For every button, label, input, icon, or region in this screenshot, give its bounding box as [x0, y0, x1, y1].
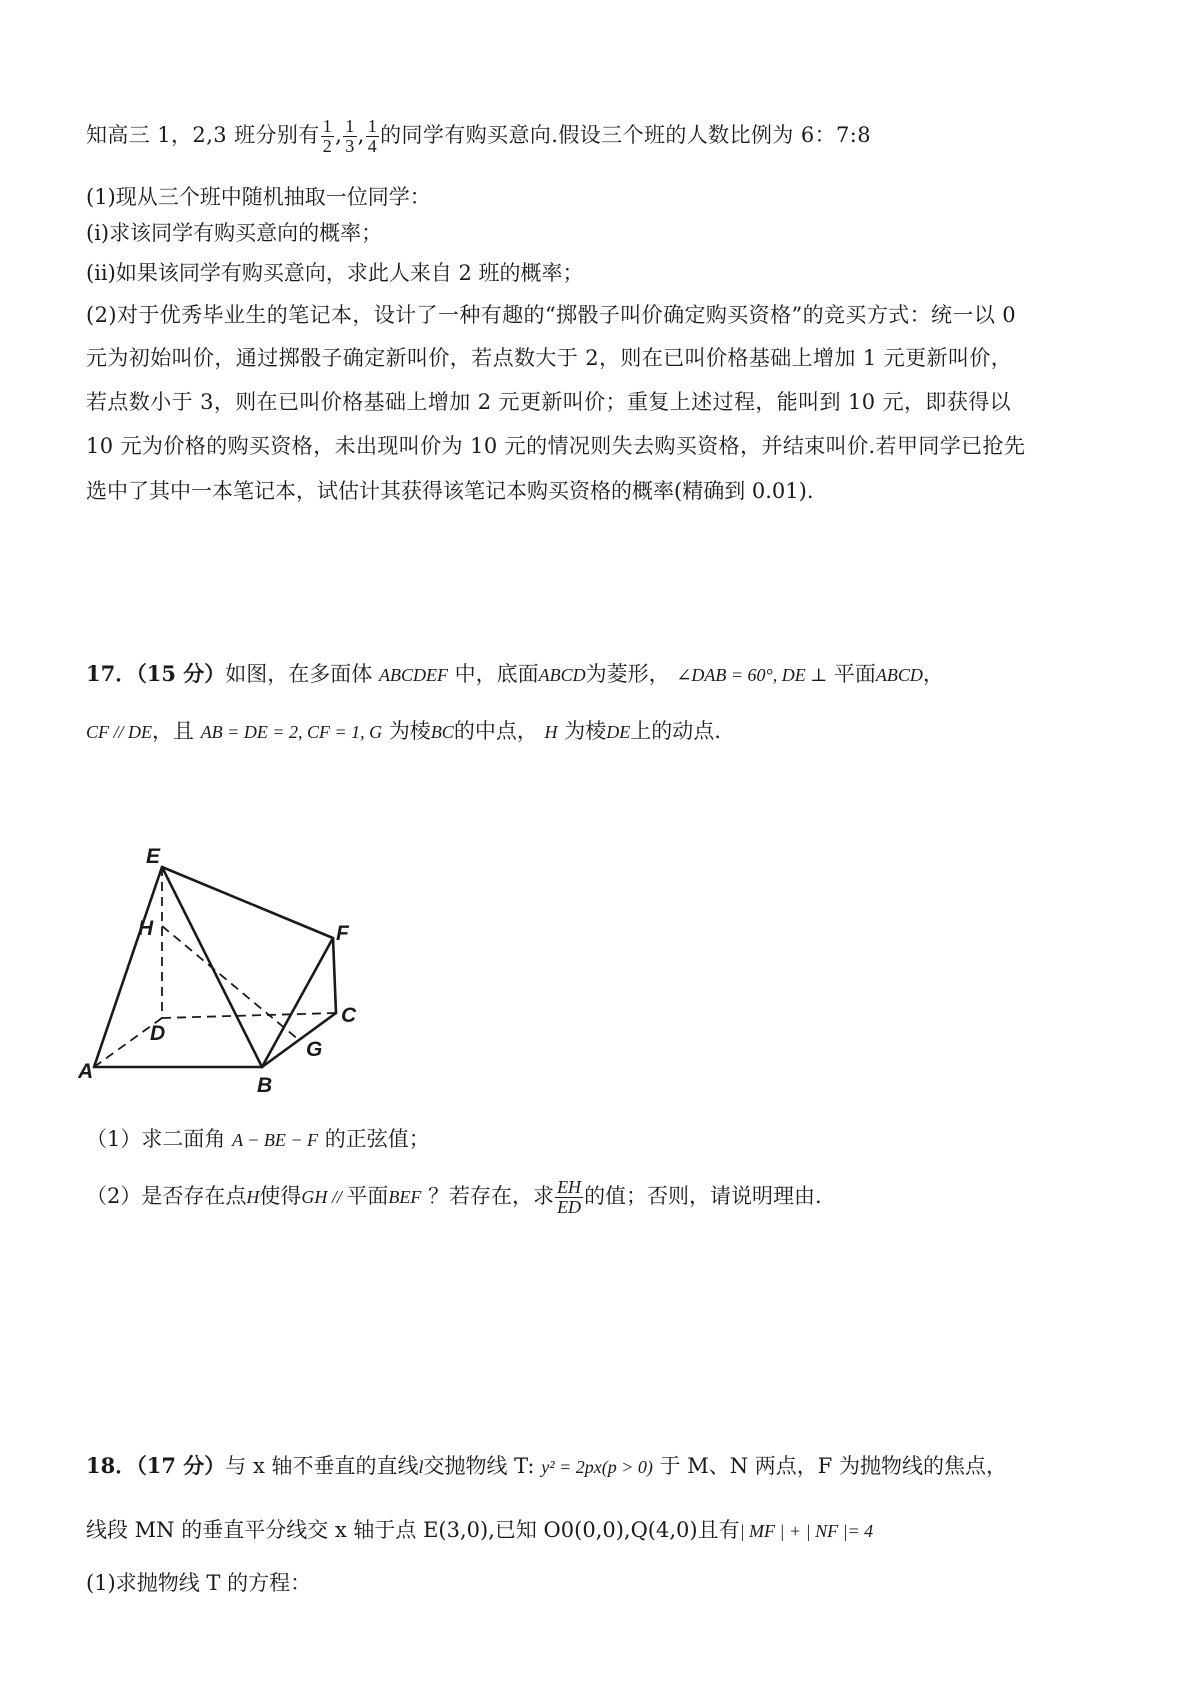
label-a: A	[78, 1060, 94, 1083]
edge-dc-hidden	[162, 1013, 336, 1018]
p16-part2-line5: 选中了其中一本笔记本，试估计其获得该笔记本购买资格的概率(精确到 0.01).	[86, 479, 814, 503]
p16-part2-line3: 若点数小于 3，则在已叫价格基础上增加 2 元更新叫价；重复上述过程，能叫到 10 元，即获得以	[86, 390, 1012, 414]
fraction-quarter: $\frac{1}{4}$	[367, 116, 378, 156]
p18-statement-line1: 18．（17 分）与 x 轴不垂直的直线l交抛物线 T: y² = 2px(p > 0) 于 M、N 两点，F 为抛物线的焦点，	[86, 1453, 1008, 1478]
p17-statement-line2: CF // DE，且 AB = DE = 2, CF = 1, G 为棱BC的中点， H 为棱DE上的动点.	[86, 719, 721, 743]
p16-part1-ii: (ii)如果该同学有购买意向，求此人来自 2 班的概率；	[86, 261, 584, 285]
p17-number: 17．	[86, 661, 137, 686]
label-h: H	[138, 917, 154, 940]
p17-question1: （1）求二面角 A − BE − F 的正弦值；	[86, 1127, 430, 1151]
fraction-third: $\frac{1}{3}$	[345, 116, 355, 156]
p16-intro: 知高三 1，2,3 班分别有 $\frac{1}{2}$ , $\frac{1}{3}$ , $\frac{1}{4}$ 的同学有购买意向.假设三个班的人数比例为 6：7:8	[86, 116, 872, 156]
label-b: B	[257, 1074, 273, 1097]
p18-number: 18．	[86, 1453, 137, 1478]
edge-ef	[162, 867, 333, 938]
p17-score: （15 分）	[136, 661, 226, 686]
segment-hg-hidden	[162, 926, 299, 1040]
p16-part1-i: (i)求该同学有购买意向的概率；	[86, 221, 383, 245]
label-d: D	[150, 1022, 166, 1045]
p16-part2-line4: 10 元为价格的购买资格，未出现叫价为 10 元的情况则失去购买资格，并结束叫价.若甲同学已抢先	[86, 434, 1026, 458]
p18-statement-line2: 线段 MN 的垂直平分线交 x 轴于点 E(3,0),已知 O0(0,0),Q(4,0)且有| MF | + | NF |= 4	[86, 1518, 874, 1542]
p17-question2: （2）是否存在点H使得GH // 平面BEF ？若存在，求 $\frac{EH}{ED}$ 的值；否则，请说明理由.	[86, 1177, 822, 1217]
label-e: E	[146, 845, 161, 868]
p16-part2-line1: (2)对于优秀毕业生的笔记本，设计了一种有趣的“掷骰子叫价确定购买资格”的竞买方式：统一以 0	[86, 303, 1017, 327]
label-c: C	[341, 1004, 357, 1027]
p16-part1: (1)现从三个班中随机抽取一位同学：	[86, 185, 431, 209]
label-f: F	[336, 922, 349, 945]
p16-intro-prefix: 知高三 1，2,3 班分别有	[86, 123, 320, 147]
p16-part2-line2: 元为初始叫价，通过掷骰子确定新叫价，若点数大于 2，则在已叫价格基础上增加 1 元更新叫价，	[86, 346, 1013, 370]
label-g: G	[306, 1038, 323, 1061]
polyhedron-figure	[78, 838, 378, 1098]
edge-cb	[262, 1013, 336, 1067]
fraction-eh-ed: $\frac{EH}{ED}$	[557, 1177, 582, 1217]
edge-fc	[333, 938, 336, 1013]
edge-fb	[262, 938, 333, 1067]
fraction-half: $\frac{1}{2}$	[322, 116, 333, 156]
p18-part1: (1)求抛物线 T 的方程：	[86, 1571, 312, 1595]
p17-statement-line1: 17．（15 分）如图，在多面体 ABCDEF 中，底面ABCD为菱形， ∠DAB = 60°, DE ⊥ 平面ABCD，	[86, 661, 944, 686]
p18-score: （17 分）	[136, 1453, 226, 1478]
p16-intro-suffix: 的同学有购买意向.假设三个班的人数比例为 6：7:8	[380, 123, 872, 147]
